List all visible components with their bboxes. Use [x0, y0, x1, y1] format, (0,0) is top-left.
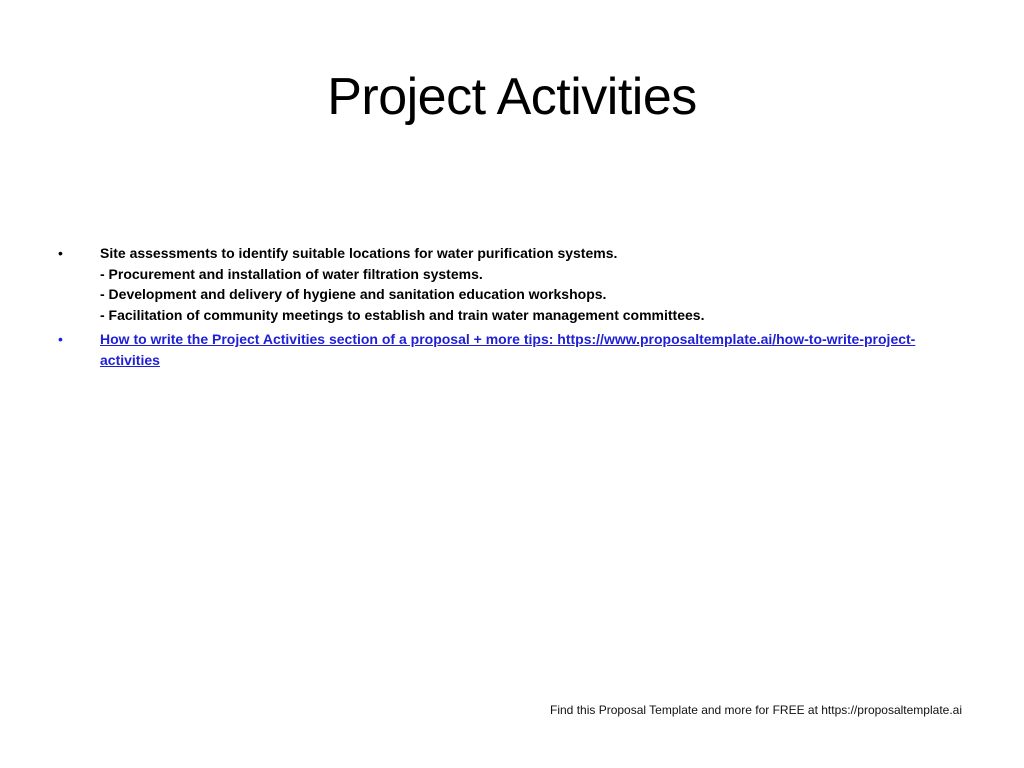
activity-line: - Facilitation of community meetings to establish and train water management committees.	[100, 306, 705, 323]
activity-line: - Development and delivery of hygiene and sanitation education workshops.	[100, 286, 607, 302]
slide-title: Project Activities	[327, 68, 697, 126]
footer-credit: Find this Proposal Template and more for FREE at https://proposaltemplate.ai	[550, 703, 962, 717]
activity-line: Site assessments to identify suitable locations for water purification systems.	[100, 245, 618, 261]
bullet-marker: •	[58, 331, 63, 347]
activity-line: - Procurement and installation of water filtration systems.	[100, 265, 483, 282]
bullet-item-link	[58, 329, 948, 371]
bullet-item-activities	[58, 243, 948, 325]
project-activities-guide-link[interactable]: How to write the Project Activities section of a proposal + more tips: https://www.proposaltemplate.ai/how-to-write-project-activities	[100, 331, 916, 368]
bullet-marker: •	[58, 245, 63, 261]
bullet-list	[58, 243, 948, 375]
